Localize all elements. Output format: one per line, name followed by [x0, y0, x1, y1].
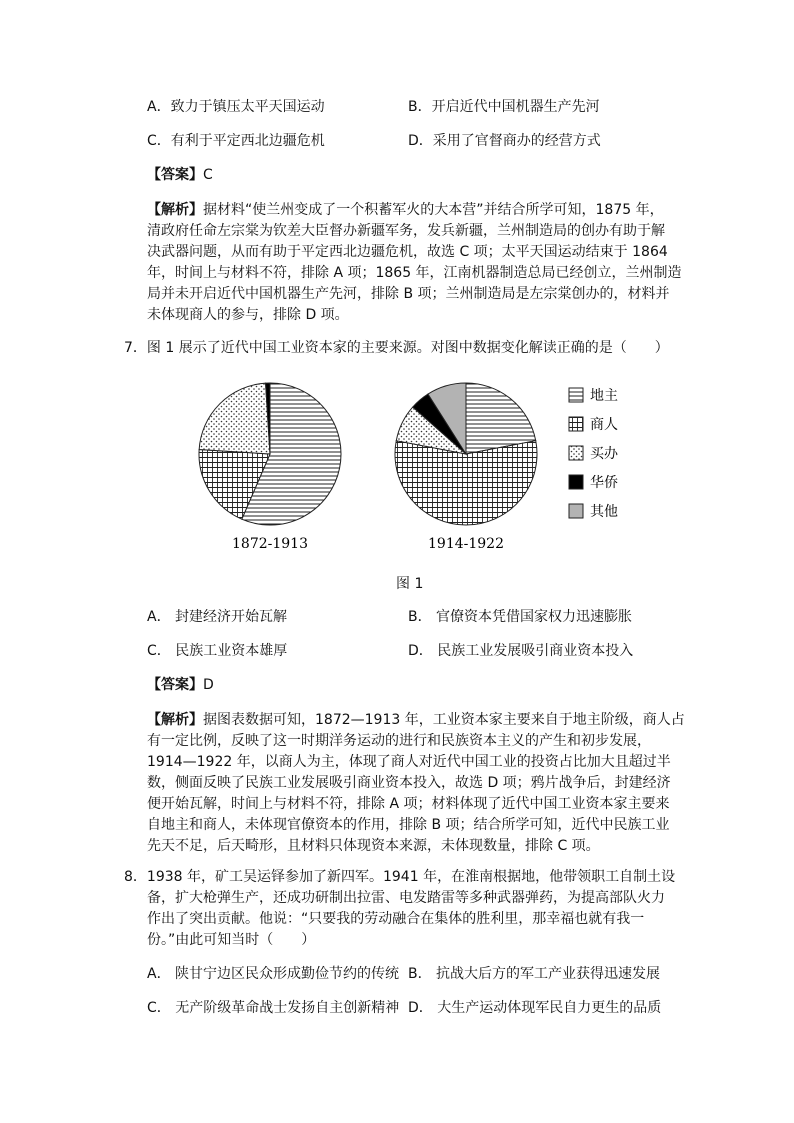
q7-option-c[interactable]: C． 民族工业资本雄厚	[147, 643, 288, 659]
q7-option-b[interactable]: B． 官僚资本凭借国家权力迅速膨胀	[408, 609, 633, 625]
legend-swatch-comprador	[569, 446, 583, 460]
legend-swatch-overseas-chinese	[569, 475, 583, 489]
pie-chart-1914-1922	[395, 383, 537, 525]
legend-label-landlord: 地主	[590, 388, 618, 404]
q7-option-d[interactable]: D． 民族工业发展吸引商业资本投入	[408, 643, 634, 659]
q6-analysis-label: 【解析】	[147, 202, 203, 218]
q8-option-a[interactable]: A． 陕甘宁边区民众形成勤俭节约的传统	[147, 966, 400, 982]
q7-stem: 7．图 1 展示了近代中国工业资本家的主要来源。对图中数据变化解读正确的是（ ）	[124, 340, 669, 356]
q8-stem: 8．1938 年，矿工吴运铎参加了新四军。1941 年，在淮南根据地，他带领职工自制土设 备，扩大枪弹生产，还成功研制出拉雷、电发踏雷等多种武器弹药，为提高部队火力 作出了突出贡献。他说：“只要我的劳动融合在集体的胜利里，那幸福也就有我一 份。”由此可知当时（ ）	[124, 869, 676, 948]
q8-option-b[interactable]: B． 抗战大后方的军工产业获得迅速发展	[408, 966, 661, 982]
pie2-title: 1914-1922	[428, 536, 504, 552]
q7-figure	[0, 370, 794, 600]
q6-analysis: 【解析】据材料“使兰州变成了一个积蓄军火的大本营”并结合所学可知，1875 年， 清政府任命左宗棠为钦差大臣督办新疆军务，发兵新疆，兰州制造局的创办有助于解 决武器问题，从而有助于平定西北边疆危机，故选 C 项；太平天国运动结束于 1864 年，时间上与材料不符，排除 A 项；1865 年，江南机器制造总局已经创立，兰州制造 局并未开启近代中国机器生产先河，排除 B 项；兰州制造局是左宗棠创办的，材料并 未体现商人的参与，排除 D 项。	[147, 202, 682, 323]
legend-swatch-landlord	[569, 388, 583, 402]
q8-option-d[interactable]: D． 大生产运动体现军民自力更生的品质	[408, 1000, 662, 1016]
q7-option-a[interactable]: A． 封建经济开始瓦解	[147, 609, 288, 625]
q6-option-a[interactable]: A．致力于镇压太平天国运动	[147, 99, 325, 115]
q7-analysis-label: 【解析】	[147, 712, 203, 728]
legend-label-overseas-chinese: 华侨	[590, 475, 618, 491]
chart-legend	[569, 387, 619, 520]
legend-swatch-other	[569, 504, 583, 518]
q6-option-b[interactable]: B．开启近代中国机器生产先河	[408, 99, 600, 115]
q6-option-d[interactable]: D．采用了官督商办的经营方式	[408, 133, 601, 149]
pie1-title: 1872-1913	[232, 536, 308, 552]
q6-option-c[interactable]: C．有利于平定西北边疆危机	[147, 133, 325, 149]
legend-label-comprador: 买办	[590, 446, 618, 462]
q7-answer: 【答案】D	[147, 677, 214, 693]
q6-answer: 【答案】C	[147, 167, 213, 183]
figure-caption: 图 1	[396, 576, 424, 592]
pie1-slice-comprador	[199, 383, 270, 454]
q7-analysis: 【解析】据图表数据可知，1872—1913 年，工业资本家主要来自于地主阶级，商人占 有一定比例，反映了这一时期洋务运动的进行和民族资本主义的产生和初步发展， 1914—1922 年，以商人为主，体现了商人对近代中国工业的投资占比加大且超过半 数，侧面反映了民族工业发展吸引商业资本投入，故选 D 项；鸦片战争后，封建经济 便开始瓦解，时间上与材料不符，排除 A 项；材料体现了近代中国工业资本家主要来 自地主和商人，未体现官僚资本的作用，排除 B 项；结合所学可知，近代中民族工业 先天不足，后天畸形，且材料只体现资本来源，未体现数量，排除 C 项。	[147, 712, 685, 854]
pie-chart-1872-1913	[199, 383, 341, 525]
legend-swatch-merchant	[569, 417, 583, 431]
q8-option-c[interactable]: C． 无产阶级革命战士发扬自主创新精神	[147, 1000, 400, 1016]
legend-label-merchant: 商人	[590, 417, 618, 433]
legend-label-other: 其他	[590, 504, 618, 520]
